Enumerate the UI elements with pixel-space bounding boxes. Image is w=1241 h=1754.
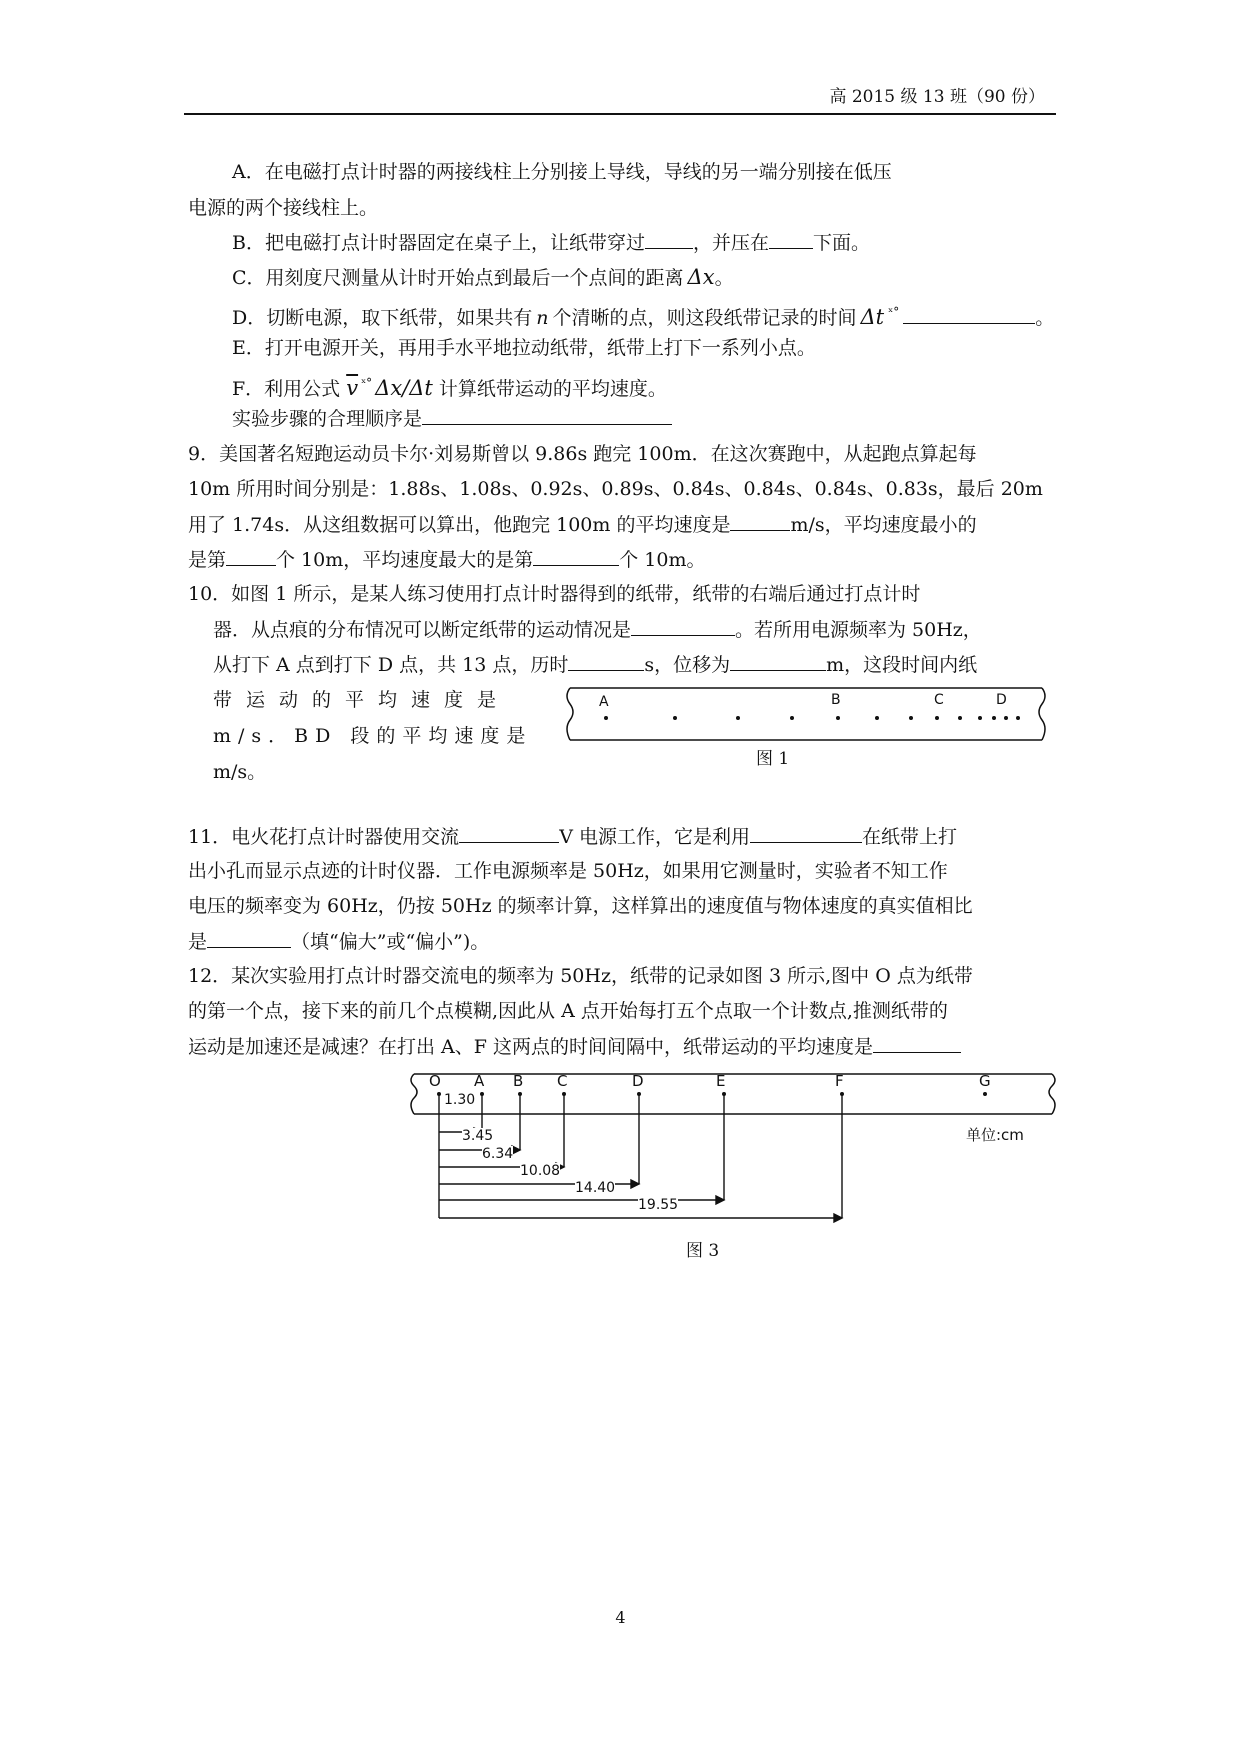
q10-line5: m/s．BD 段的平均速度是 — [213, 725, 533, 747]
q12-line1: 12．某次实验用打点计时器交流电的频率为 50Hz，纸带的记录如图 3 所示,图中 O 点为纸带 — [188, 965, 973, 987]
blank-d[interactable] — [903, 305, 1035, 324]
delta-t-symbol: Δt — [860, 305, 885, 329]
fig3-label-f: F — [835, 1072, 844, 1090]
step-c-pre: C．用刻度尺测量从计时开始点到最后一个点间的距离 — [232, 267, 684, 289]
q9-line4-post: 个 10m。 — [619, 549, 706, 571]
q11-line1-mid: V 电源工作，它是利用 — [559, 826, 750, 848]
fig1-label-d: D — [996, 692, 1007, 708]
step-b — [232, 230, 870, 255]
fig1-label-c: C — [934, 692, 944, 708]
fig3-label-c: C — [557, 1072, 568, 1090]
q9-line1: 9．美国著名短跑运动员卡尔·刘易斯曾以 9.86s 跑完 100m．在这次赛跑中，从起跑点算起每 — [188, 443, 977, 465]
figure-3-caption: 图 3 — [686, 1241, 720, 1261]
step-c — [232, 265, 734, 290]
step-a-line2: 电源的两个接线柱上。 — [188, 197, 379, 219]
q11-line2: 出小孔而显示点迹的计时仪器．工作电源频率是 50Hz，如果用它测量时，实验者不知工作 — [188, 860, 948, 882]
blank-q11-voltage[interactable] — [459, 824, 559, 843]
blank-q11-bias[interactable] — [207, 929, 291, 948]
figure-1-tape — [566, 684, 1052, 750]
q9-line4 — [188, 547, 705, 572]
q9-line3-post: m/s，平均速度最小的 — [790, 514, 977, 536]
order-question — [232, 406, 672, 431]
step-d — [232, 300, 1054, 330]
figure-1-caption: 图 1 — [756, 749, 790, 769]
formula-v: $\overline{v}$ — [346, 376, 359, 400]
step-c-post: 。 — [714, 267, 734, 289]
step-f-post: 计算纸带运动的平均速度。 — [438, 378, 667, 400]
q10-line6: m/s。 — [213, 761, 267, 783]
page-number: 4 — [615, 1608, 626, 1627]
header-rule — [184, 113, 1056, 115]
q10-line2-pre: 器．从点痕的分布情况可以断定纸带的运动情况是 — [213, 619, 632, 641]
blank-q11-method[interactable] — [750, 824, 862, 843]
blank-q9-speed[interactable] — [730, 512, 790, 531]
q10-line4: 带运动的平均速度是 — [213, 689, 511, 711]
q9-line2: 10m 所用时间分别是：1.88s、1.08s、0.92s、0.89s、0.84s、0.84s、0.84s、0.83s，最后 20m — [188, 478, 1043, 500]
blank-q9-max[interactable] — [533, 547, 619, 566]
step-e: E．打开电源开关，再用手水平地拉动纸带，纸带上打下一系列小点。 — [232, 337, 816, 359]
q12-line3 — [188, 1034, 961, 1059]
q10-line1: 10．如图 1 所示，是某人练习使用打点计时器得到的纸带，纸带的右端后通过打点计时 — [188, 583, 921, 605]
fig3-label-e: E — [716, 1072, 726, 1090]
step-d-eq-glyph: ˣ° — [888, 305, 900, 319]
q12-line2: 的第一个点，接下来的前几个点模糊,因此从 A 点开始每打五个点取一个计数点,推测纸带的 — [188, 1000, 948, 1022]
q10-line2 — [213, 617, 982, 642]
step-d-n: n — [536, 307, 549, 329]
q11-line1-post: 在纸带上打 — [861, 826, 957, 848]
blank-order[interactable] — [422, 406, 672, 425]
fig1-label-a: A — [599, 694, 609, 710]
fig3-label-b: B — [513, 1072, 524, 1090]
blank-q10-disp[interactable] — [730, 652, 826, 671]
q9-line4-pre: 是第 — [188, 549, 227, 571]
fig3-label-o: O — [429, 1072, 441, 1090]
delta-x-symbol: Δx — [687, 265, 715, 289]
blank-b1[interactable] — [645, 230, 693, 249]
fig3-dist-od: 10.08 — [520, 1163, 561, 1179]
q11-line1-pre: 11．电火花打点计时器使用交流 — [188, 826, 460, 848]
step-f — [232, 371, 667, 401]
order-label: 实验步骤的合理顺序是 — [232, 408, 423, 430]
fig3-unit: 单位:cm — [966, 1126, 1024, 1144]
step-b-pre: B．把电磁打点计时器固定在桌子上，让纸带穿过 — [232, 232, 645, 254]
step-f-pre: F．利用公式 — [232, 378, 341, 400]
fig3-dist-ob: 3.45 — [462, 1128, 494, 1144]
q11-line4-pre: 是 — [188, 931, 208, 953]
q10-line3 — [213, 652, 977, 677]
q11-line4-post: （填“偏大”或“偏小”)。 — [291, 931, 490, 953]
fig3-dist-oc: 6.34 — [482, 1146, 514, 1162]
q12-line3-pre: 运动是加速还是减速？在打出 A、F 这两点的时间间隔中，纸带运动的平均速度是 — [188, 1036, 873, 1058]
fig3-label-a: A — [474, 1072, 485, 1090]
step-b-mid: ，并压在 — [692, 232, 769, 254]
blank-q10-motion[interactable] — [631, 617, 735, 636]
fig3-dist-oa: 1.30 — [444, 1092, 476, 1108]
fig3-dist-of: 19.55 — [638, 1197, 679, 1213]
fig3-label-g: G — [979, 1072, 991, 1090]
blank-q9-min[interactable] — [226, 547, 276, 566]
blank-b2[interactable] — [769, 230, 813, 249]
fig3-label-d: D — [632, 1072, 644, 1090]
step-a-line1: A．在电磁打点计时器的两接线柱上分别接上导线，导线的另一端分别接在低压 — [232, 161, 892, 183]
q10-line3-mid: s，位移为 — [644, 654, 731, 676]
q9-line4-mid: 个 10m，平均速度最大的是第 — [276, 549, 534, 571]
step-f-eq-glyph: ˣ° — [361, 376, 373, 390]
q10-line2-post: 。若所用电源频率为 50Hz， — [735, 619, 982, 641]
q11-line4 — [188, 929, 489, 954]
q10-line3-post: m，这段时间内纸 — [826, 654, 978, 676]
q10-line3-pre: 从打下 A 点到打下 D 点，共 13 点，历时 — [213, 654, 569, 676]
figure-1-dots — [604, 716, 1020, 720]
step-d-post: 。 — [1035, 307, 1055, 329]
q11-line1 — [188, 824, 957, 849]
q9-line3-pre: 用了 1.74s．从这组数据可以算出，他跑完 100m 的平均速度是 — [188, 514, 731, 536]
q11-line3: 电压的频率变为 60Hz，仍按 50Hz 的频率计算，这样算出的速度值与物体速度的真实值相比 — [188, 895, 973, 917]
step-d-mid: 个清晰的点，则这段纸带记录的时间 — [552, 307, 857, 329]
fig3-dist-oe: 14.40 — [575, 1180, 616, 1196]
page-header: 高 2015 级 13 班（90 份） — [829, 87, 1045, 107]
blank-q12-speed[interactable] — [873, 1034, 961, 1053]
blank-q10-time[interactable] — [568, 652, 644, 671]
formula-dx-dt: Δx/Δt — [375, 376, 433, 400]
fig1-label-b: B — [831, 692, 841, 708]
step-d-pre: D．切断电源，取下纸带，如果共有 — [232, 307, 533, 329]
q9-line3 — [188, 512, 977, 537]
step-b-post: 下面。 — [812, 232, 870, 254]
